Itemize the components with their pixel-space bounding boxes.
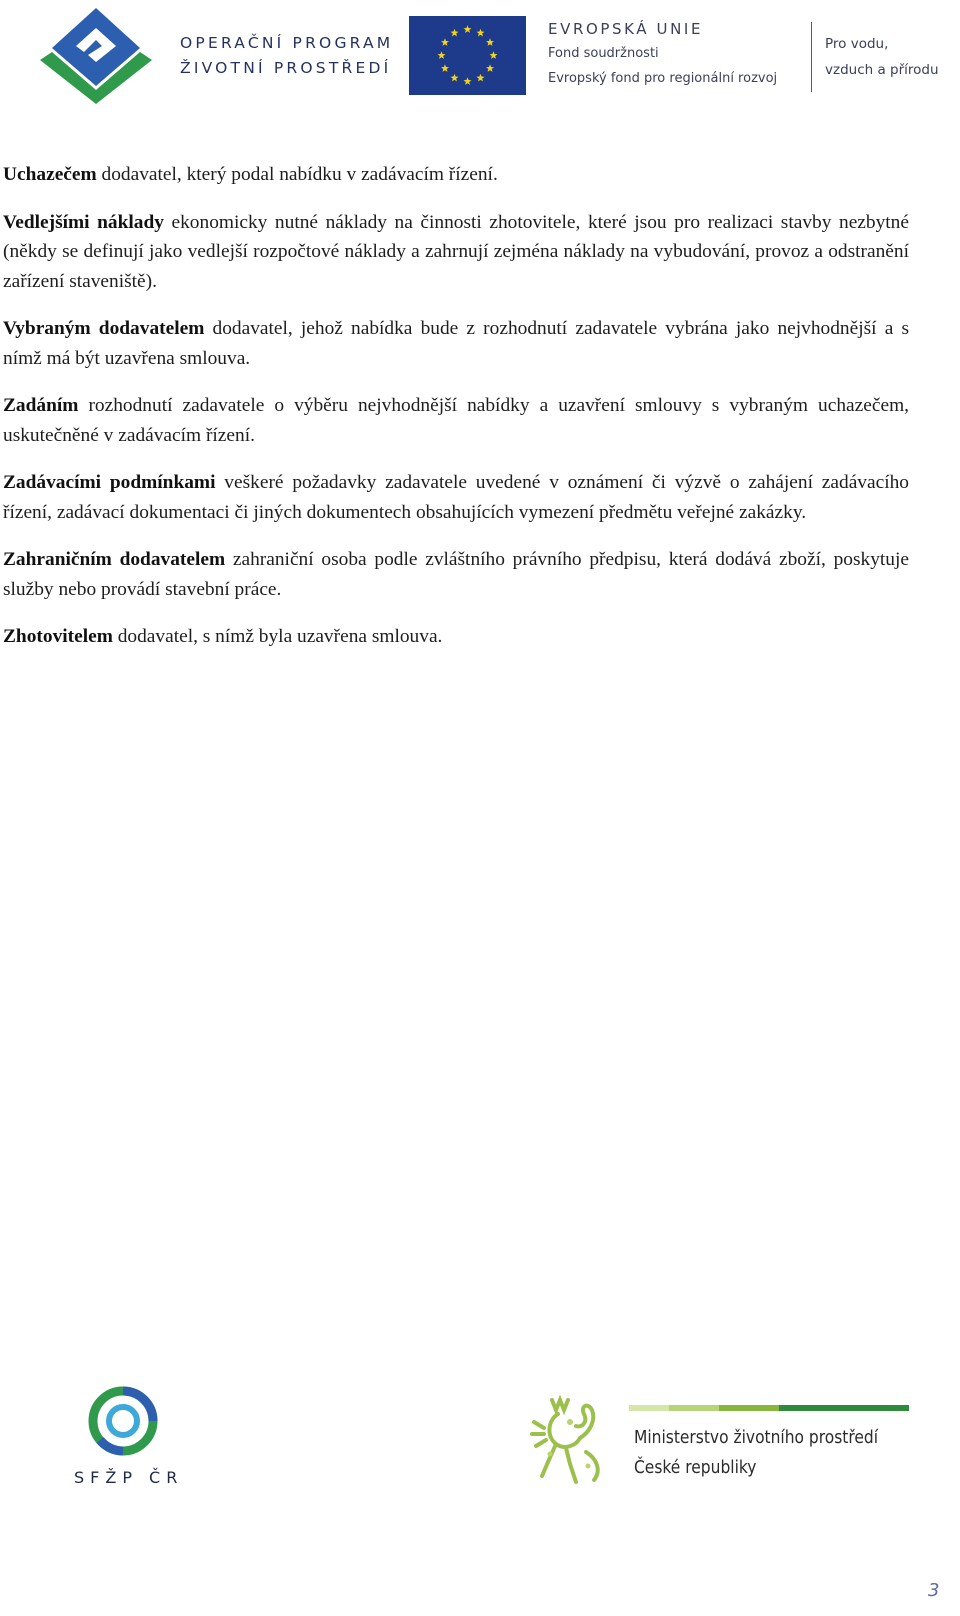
eu-text: [548, 17, 777, 91]
definition-text: dodavatel, jehož nabídka bude z rozhodnutí zadavatele vybrána jako nejvhodnější a s nímž má být uzavřena smlouva.: [3, 318, 909, 369]
motto: [825, 31, 939, 83]
opzp-logo-icon: [36, 6, 156, 104]
ministry-line1: Ministerstvo životního prostředí: [634, 1427, 879, 1448]
opzp-line1: OPERAČNÍ PROGRAM: [180, 34, 394, 52]
page-number: 3: [928, 1580, 940, 1601]
definition-paragraph: [3, 160, 909, 190]
eu-line2: Fond soudržnosti: [548, 46, 659, 61]
motto-line1: Pro vodu,: [825, 36, 889, 52]
definition-text: veškeré požadavky zadavatele uvedené v oznámení či výzvě o zahájení zadávacího řízení, zadávací dokumentaci či jiných dokumentech obsahujících vymezení předmětu veřejné zakázky.: [3, 472, 909, 523]
definition-text: ekonomicky nutné náklady na činnosti zhotovitele, které jsou pro realizaci stavby nezbytné (někdy se definují jako vedlejší rozpočtové náklady a zahrnují zejména náklady na vybudování, provoz a odstranění zařízení staveniště).: [3, 211, 909, 292]
definition-term: Uchazečem: [3, 164, 97, 185]
definition-term: Zahraničním dodavatelem: [3, 549, 226, 570]
definition-paragraph: [3, 545, 909, 604]
ministry-stripe: [629, 1405, 909, 1411]
ministry-name: [634, 1423, 878, 1483]
definition-term: Vedlejšími náklady: [3, 211, 164, 233]
definition-term: Zadáním: [3, 395, 79, 416]
opzp-title: [180, 31, 393, 81]
header-divider: [811, 22, 812, 92]
eu-flag-icon: [409, 16, 526, 95]
definitions-list: [3, 160, 909, 670]
opzp-line2: ŽIVOTNÍ PROSTŘEDÍ: [180, 59, 392, 77]
definition-text: dodavatel, s nímž byla uzavřena smlouva.: [112, 626, 443, 647]
definition-text: rozhodnutí zadavatele o výběru nejvhodnější nabídky a uzavření smlouvy s vybraným uchazečem, uskutečněné v zadávacím řízení.: [3, 395, 909, 446]
eu-line3: Evropský fond pro regionální rozvoj: [548, 71, 778, 86]
definition-term: Zadávacími podmínkami: [3, 472, 216, 493]
definition-text: dodavatel, který podal nabídku v zadávacím řízení.: [96, 164, 498, 185]
definition-paragraph: [3, 208, 909, 297]
definition-term: Zhotovitelem: [3, 626, 113, 647]
czech-lion-icon: [530, 1392, 610, 1490]
ministry-line2: České republiky: [634, 1457, 757, 1478]
definition-paragraph: [3, 314, 909, 373]
definition-paragraph: [3, 391, 909, 450]
page-header: [0, 0, 960, 110]
definition-paragraph: [3, 468, 909, 527]
definition-term: Vybraným dodavatelem: [3, 318, 205, 339]
motto-line2: vzduch a přírodu: [825, 62, 939, 78]
sfzp-logo-icon: [88, 1386, 158, 1456]
eu-line1: EVROPSKÁ UNIE: [548, 20, 704, 38]
sfzp-label: SFŽP ČR: [74, 1468, 184, 1487]
definition-text: zahraniční osoba podle zvláštního právního předpisu, která dodává zboží, poskytuje služby nebo provádí stavební práce.: [3, 549, 909, 600]
definition-paragraph: [3, 622, 909, 652]
